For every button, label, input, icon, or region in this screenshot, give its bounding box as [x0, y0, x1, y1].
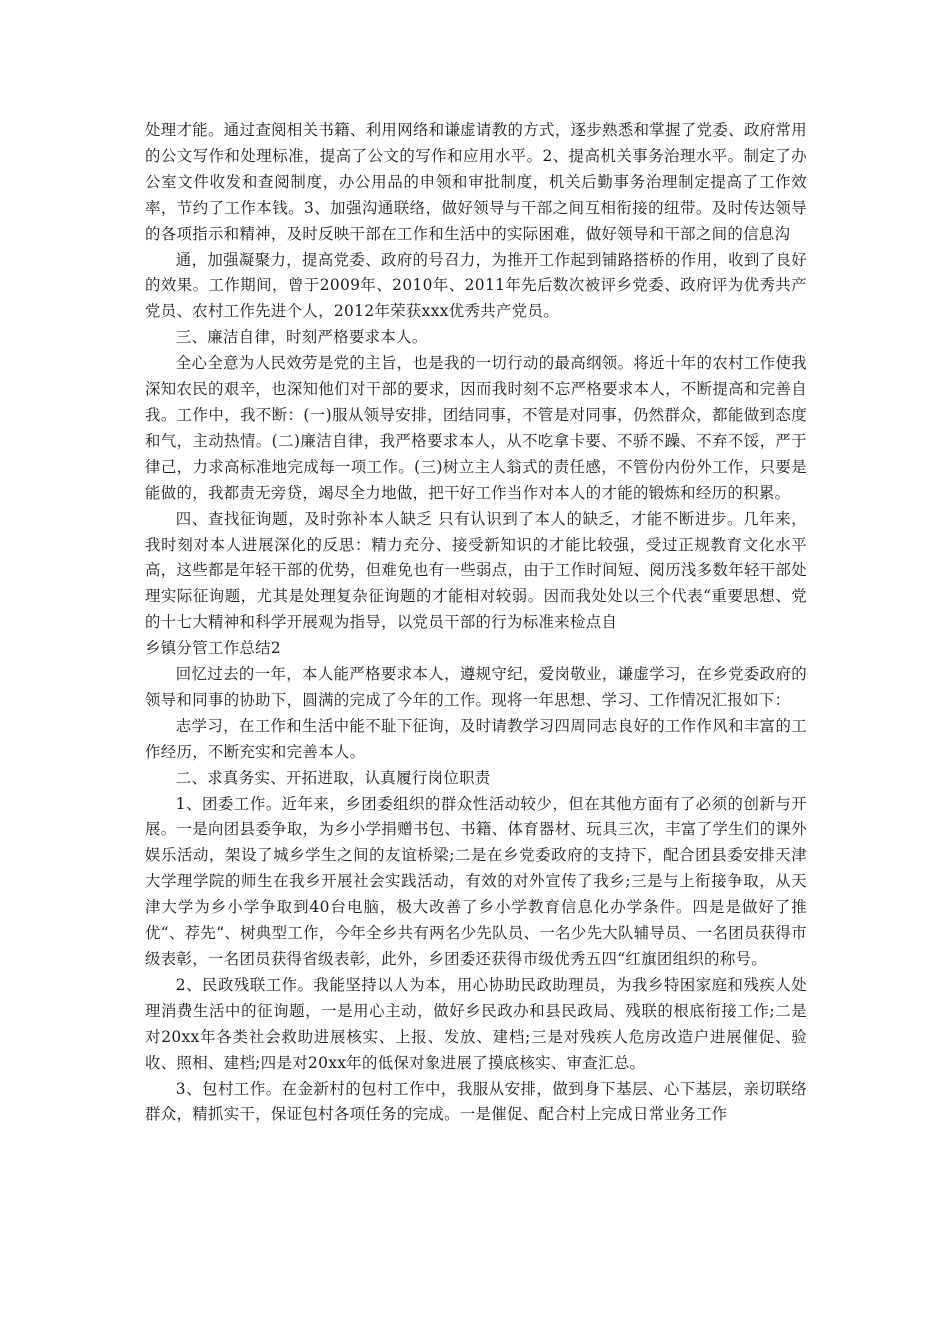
paragraph: 四、查找征询题，及时弥补本人缺乏 只有认识到了本人的缺乏，才能不断进步。几年来，我时刻对本人进展深化的反思：精力充分、接受新知识的才能比较强，受过正规教育文化水平高，这些都是年轻干部的优势，但难免也有一些弱点，由于工作时间短、阅历浅多数年轻干部处理实际征询题，尤其是处理复杂征询题的才能相对较弱。因而我处处以三个代表“重要思想、党的十七大精神和科学开展观为指导，以党员干部的行为标准来检点自 [145, 509, 807, 632]
paragraph: 3、包村工作。在金新村的包村工作中，我服从安排，做到身下基层、心下基层，亲切联络群众，精抓实干，保证包村各项任务的完成。一是催促、配合村上完成日常业务工作 [145, 1079, 807, 1124]
paragraph: 通，加强凝聚力，提高党委、政府的号召力，为推开工作起到铺路搭桥的作用，收到了良好的效果。工作期间，曾于2009年、2010年、2011年先后数次被评乡党委、政府评为优秀共产党员、农村工作先进个人，2012年荣获xxx优秀共产党员。 [145, 250, 807, 321]
paragraph: 处理才能。通过查阅相关书籍、利用网络和谦虚请教的方式，逐步熟悉和掌握了党委、政府常用的公文写作和处理标准，提高了公文的写作和应用水平。2、提高机关事务治理水平。制定了办公室文件收发和查阅制度，办公用品的申领和审批制度，机关后勤事务治理制定提高了工作效率，节约了工作本钱。3、加强沟通联络，做好领导与干部之间互相衔接的纽带。及时传达领导的各项指示和精神，及时反映干部在工作和生活中的实际困难，做好领导和干部之间的信息沟 [145, 121, 807, 243]
paragraph: 1、团委工作。近年来，乡团委组织的群众性活动较少，但在其他方面有了必须的创新与开展。一是向团县委争取，为乡小学捐赠书包、书籍、体育器材、玩具三次，丰富了学生们的课外娱乐活动，架设了城乡学生之间的友谊桥梁;二是在乡党委政府的支持下，配合团县委安排天津大学理学院的师生在我乡开展社会实践活动，有效的对外宣传了我乡;三是与上衔接争取，从天津大学为乡小学争取到40台电脑，极大改善了乡小学教育信息化办学条件。四是是做好了推优“、荐先“、树典型工作，今年全乡共有两名少先队员、一名少先大队辅导员、一名团员获得市级表彰，一名团员获得省级表彰，此外，乡团委还获得市级优秀五四“红旗团组织的称号。 [145, 794, 807, 968]
paragraph: 二、求真务实、开拓进取，认真履行岗位职责 [175, 768, 491, 787]
document-body [145, 118, 807, 1128]
paragraph: 2、民政残联工作。我能坚持以人为本，用心协助民政助理员，为我乡特困家庭和残疾人处理消费生活中的征询题，一是用心主动，做好乡民政办和县民政局、残联的根底衔接工作;二是对20xx年各类社会救助进展核实、上报、发放、建档;三是对残疾人危房改造户进展催促、验收、照相、建档;四是对20xx年的低保对象进展了摸底核实、审查汇总。 [145, 975, 807, 1072]
section-title: 乡镇分管工作总结2 [145, 639, 282, 658]
paragraph: 三、廉洁自律，时刻严格要求本人。 [175, 328, 428, 347]
paragraph: 志学习，在工作和生活中能不耻下征询，及时请教学习四周同志良好的工作作风和丰富的工作经历，不断充实和完善本人。 [145, 716, 807, 761]
paragraph: 回忆过去的一年，本人能严格要求本人，遵规守纪，爱岗敬业，谦虚学习，在乡党委政府的领导和同事的协助下，圆满的完成了今年的工作。现将一年思想、学习、工作情况汇报如下： [145, 665, 807, 709]
paragraph: 全心全意为人民效劳是党的主旨，也是我的一切行动的最高纲领。将近十年的农村工作使我深知农民的艰辛，也深知他们对干部的要求，因而我时刻不忘严格要求本人，不断提高和完善自我。工作中，我不断：(一)服从领导安排，团结同事，不管是对同事，仍然群众，都能做到态度和气，主动热情。(二)廉洁自律，我严格要求本人，从不吃拿卡要、不骄不躁、不弃不馁，严于律己，力求高标准地完成每一项工作。(三)树立主人翁式的责任感，不管份内份外工作，只要是能做的，我都责无旁贷，竭尽全力地做，把干好工作当作对本人的才能的锻炼和经历的积累。 [145, 354, 807, 502]
